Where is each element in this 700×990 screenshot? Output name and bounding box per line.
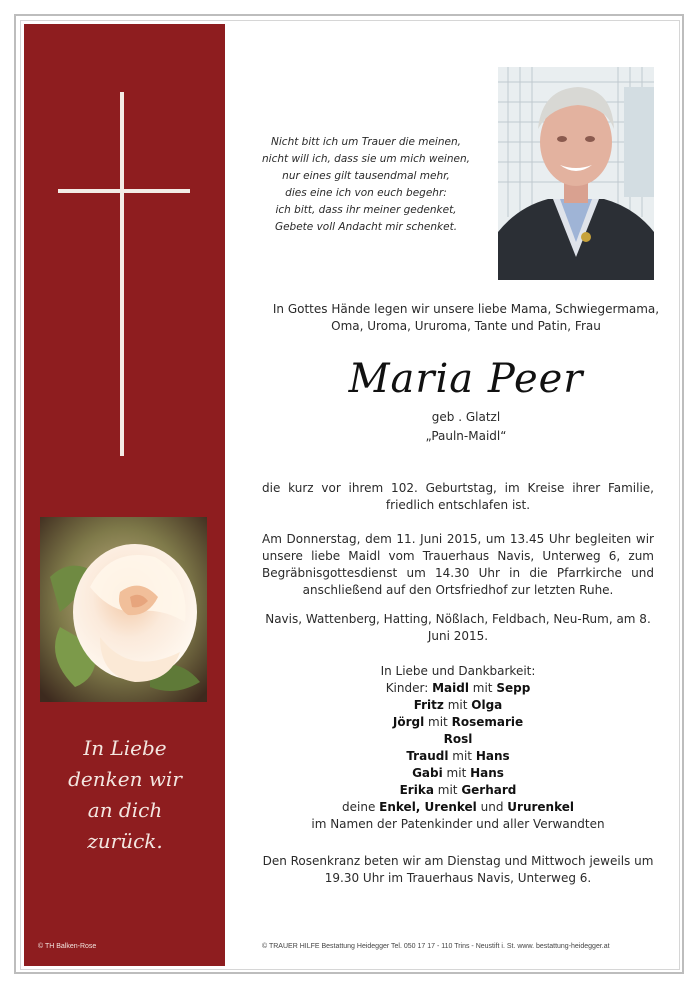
- birth-name: geb . Glatzl: [431, 410, 501, 424]
- mourner-row: [262, 731, 654, 748]
- poem-line: nicht will ich, dass sie um mich weinen,: [262, 153, 470, 165]
- spouse-name: Sepp: [496, 681, 531, 695]
- poem-line: Nicht bitt ich um Trauer die meinen,: [271, 136, 461, 148]
- connector: mit: [428, 715, 448, 729]
- connector: mit: [472, 681, 493, 695]
- poem-line: nur eines gilt tausendmal mehr,: [282, 170, 450, 182]
- connector: mit: [446, 766, 467, 780]
- child-name: Fritz: [413, 698, 444, 712]
- mourner-row: [262, 714, 654, 731]
- poem: [238, 134, 494, 236]
- poem-line: ich bitt, dass ihr meiner gedenket,: [275, 204, 457, 216]
- children-label: Kinder:: [385, 681, 429, 695]
- child-name: Gabi: [412, 766, 443, 780]
- nickname: „Pauln-Maidl“: [425, 429, 507, 443]
- child-name: Erika: [399, 783, 434, 797]
- memorial-line: denken wir: [68, 767, 182, 791]
- rosary-text: Den Rosenkranz beten wir am Dienstag und Mittwoch jeweils um 19.30 Uhr im Trauerhaus Navis, Unterweg 6.: [262, 854, 654, 885]
- rose-image: [40, 517, 207, 702]
- mourners-heading: In Liebe und Dankbarkeit:: [380, 664, 536, 678]
- spouse-name: Hans: [475, 749, 510, 763]
- memorial-line: In Liebe: [83, 736, 167, 760]
- connector: mit: [452, 749, 473, 763]
- connector: mit: [437, 783, 458, 797]
- mourner-row: [262, 697, 654, 714]
- memorial-phrase: [40, 733, 210, 857]
- mourners-list: [262, 663, 654, 833]
- spouse-name: Olga: [471, 698, 503, 712]
- portrait-photo: [498, 67, 654, 280]
- deceased-name: Maria Peer: [348, 356, 584, 402]
- child-name: Rosl: [443, 732, 473, 746]
- spouse-name: Hans: [470, 766, 504, 780]
- copyright: © TH Balken-Rose: [38, 943, 97, 950]
- birth-info: [256, 408, 676, 446]
- funeral-text: Am Donnerstag, dem 11. Juni 2015, um 13.45 Uhr begleiten wir unsere liebe Maidl vom Trauerhaus Navis, Unterweg 6, zum Begräbnisgottesdienst um 14.30 Uhr in die Pfarrkirche und anschließend auf den Ortsfriedhof zur letzten Ruhe.: [262, 532, 654, 597]
- child-name: Maidl: [432, 681, 469, 695]
- cross-icon-bar: [58, 189, 190, 193]
- mourner-row: [262, 748, 654, 765]
- memorial-line: an dich: [87, 798, 163, 822]
- poem-line: Gebete voll Andacht mir schenket.: [274, 221, 458, 233]
- grandchildren-names: Enkel, Urenkel: [379, 800, 477, 814]
- cross-icon: [120, 92, 124, 456]
- child-name: Jörgl: [392, 715, 425, 729]
- relatives-row: im Namen der Patenkinder und aller Verwandten: [311, 817, 605, 831]
- poem-line: dies eine ich von euch begehr:: [285, 187, 447, 199]
- place-date: Navis, Wattenberg, Hatting, Nößlach, Feldbach, Neu-Rum, am 8. Juni 2015.: [265, 612, 651, 643]
- connector: mit: [447, 698, 468, 712]
- grandchildren-prefix: deine: [342, 800, 376, 814]
- connector: und: [480, 800, 504, 814]
- mourner-row: [262, 680, 654, 697]
- child-name: Traudl: [406, 749, 449, 763]
- mourner-row: [262, 782, 654, 799]
- memorial-line: zurück.: [87, 829, 163, 853]
- spouse-name: Rosemarie: [451, 715, 524, 729]
- great-great-grandchildren: Ururenkel: [507, 800, 574, 814]
- mourner-row: [262, 765, 654, 782]
- footer: © TRAUER HILFE Bestattung Heidegger Tel. 050 17 17 - 110 Trins - Neustift i. St. www. bestattung-heidegger.at: [262, 943, 610, 950]
- spouse-name: Gerhard: [461, 783, 517, 797]
- intro-text: In Gottes Hände legen wir unsere liebe Mama, Schwiegermama, Oma, Uroma, Ururoma, Tante und Patin, Frau: [272, 302, 660, 333]
- grandchildren-row: [262, 799, 654, 816]
- passing-text: die kurz vor ihrem 102. Geburtstag, im Kreise ihrer Familie, friedlich entschlafen ist.: [262, 481, 654, 512]
